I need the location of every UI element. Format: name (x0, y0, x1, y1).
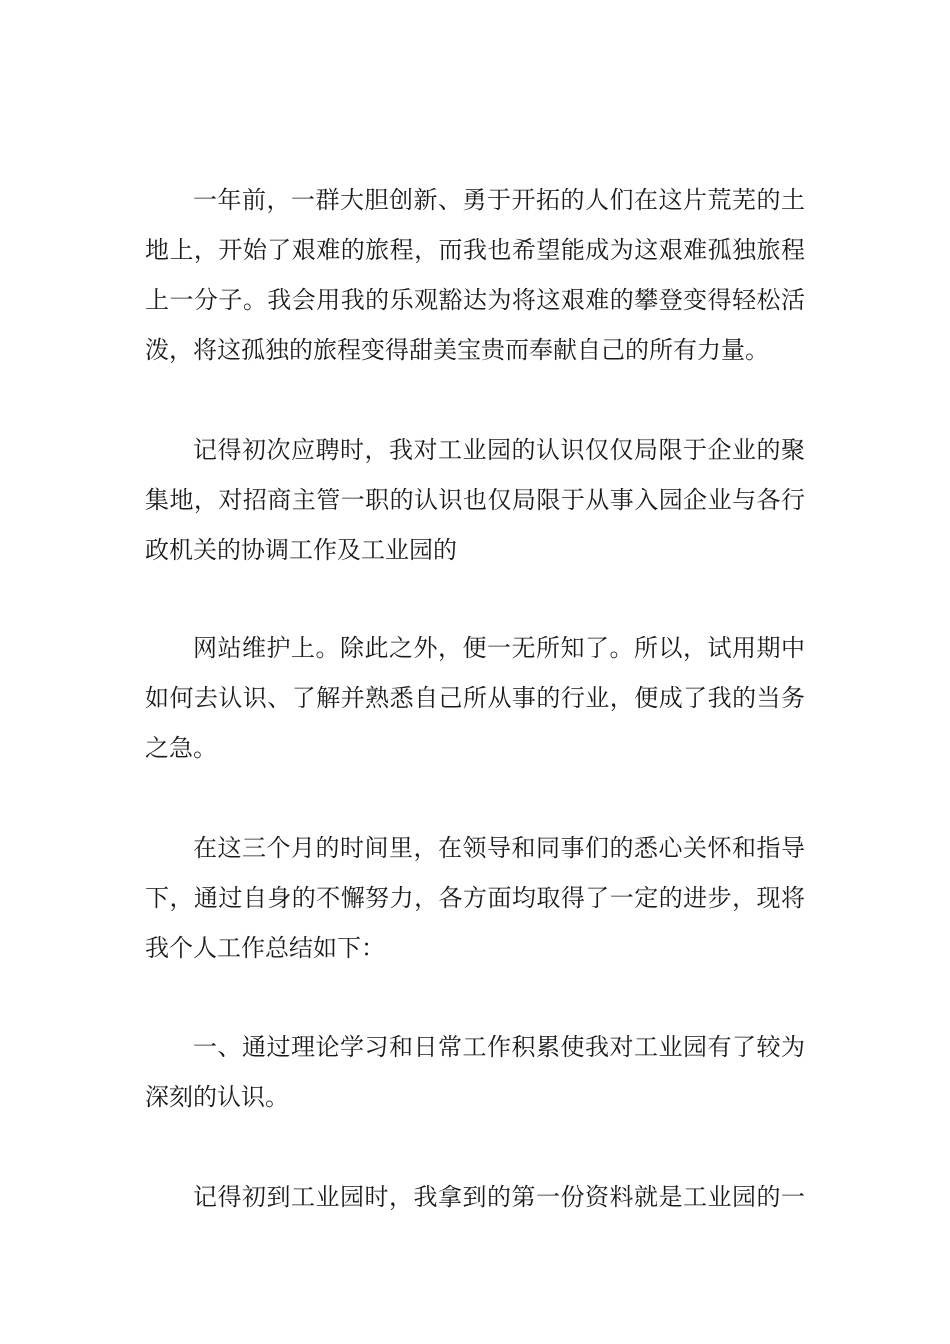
text-line: 下，通过自身的不懈努力，各方面均取得了一定的进步，现将 (145, 884, 805, 912)
section-heading-line: 一、通过理论学习和日常工作积累使我对工业园有了较为 (193, 1033, 805, 1061)
text-line: 泼，将这孤独的旅程变得甜美宝贵而奉献自己的所有力量。 (145, 336, 769, 364)
text-line: 政机关的协调工作及工业园的 (145, 536, 457, 564)
paragraph-4 (145, 823, 805, 973)
text-line: 记得初次应聘时，我对工业园的认识仅仅局限于企业的聚 (193, 436, 805, 464)
paragraph-2 (145, 425, 805, 575)
text-line: 集地，对招商主管一职的认识也仅局限于从事入园企业与各行 (145, 486, 805, 514)
text-line: 一年前，一群大胆创新、勇于开拓的人们在这片荒芜的土 (193, 186, 805, 214)
text-line: 深刻的认识。 (145, 1083, 289, 1111)
paragraph-6 (145, 1172, 805, 1222)
text-line: 网站维护上。除此之外，便一无所知了。所以，试用期中 (193, 634, 805, 662)
text-line: 记得初到工业园时，我拿到的第一份资料就是工业园的一 (193, 1183, 805, 1211)
text-line: 在这三个月的时间里，在领导和同事们的悉心关怀和指导 (193, 834, 805, 862)
text-line: 之急。 (145, 734, 217, 762)
text-line: 上一分子。我会用我的乐观豁达为将这艰难的攀登变得轻松活 (145, 286, 805, 314)
text-line: 如何去认识、了解并熟悉自己所从事的行业，便成了我的当务 (145, 684, 805, 712)
paragraph-1 (145, 175, 805, 375)
text-line: 我个人工作总结如下： (145, 934, 385, 962)
paragraph-5 (145, 1022, 805, 1122)
text-line: 地上，开始了艰难的旅程，而我也希望能成为这艰难孤独旅程 (145, 236, 805, 264)
paragraph-3 (145, 623, 805, 773)
